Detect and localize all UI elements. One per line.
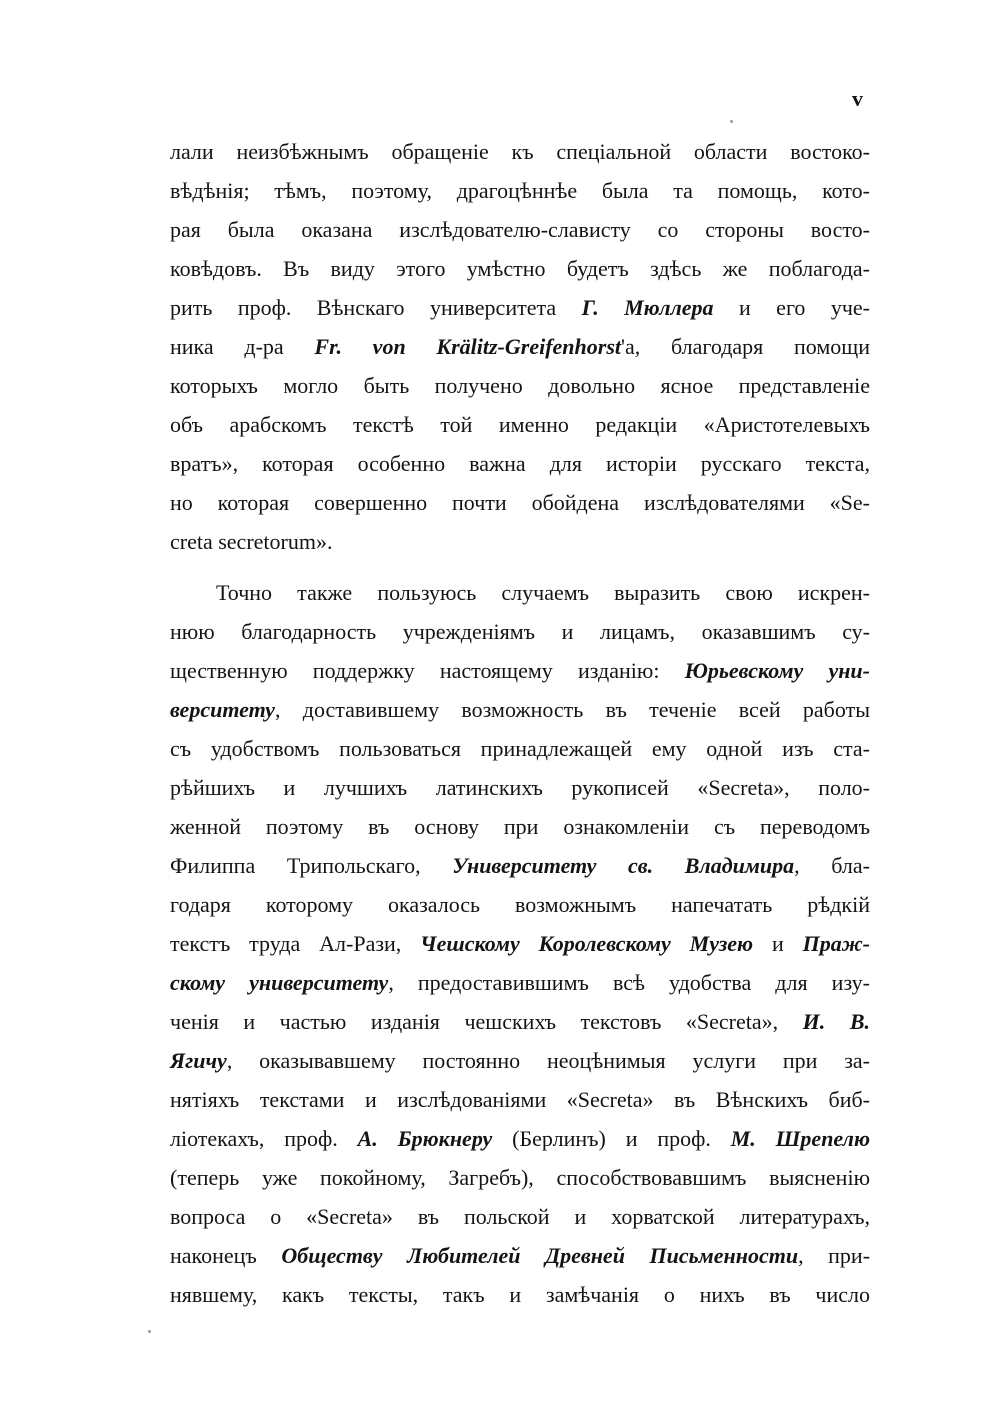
text-line	[170, 249, 870, 288]
text-run: 'а, благодаря помощи	[621, 334, 870, 359]
text-run: рить проф. Вѣнскаго университета	[170, 295, 582, 320]
text-run: , бла-	[794, 853, 870, 878]
text-line	[170, 405, 870, 444]
paragraph-gap	[170, 561, 870, 573]
text-line	[170, 924, 870, 963]
text-line	[170, 210, 870, 249]
italic-name: Университету св. Владимира	[452, 853, 795, 878]
text-line	[170, 651, 870, 690]
page-number: v	[852, 86, 863, 111]
scan-speck	[730, 120, 733, 123]
text-run: creta secretorum».	[170, 529, 333, 554]
text-line	[170, 1041, 870, 1080]
text-line	[170, 807, 870, 846]
text-run: съ удобствомъ пользоваться принадлежащей ему одной изъ ста-	[170, 736, 870, 761]
text-run: (Берлинъ) и проф.	[492, 1126, 731, 1151]
text-line	[170, 444, 870, 483]
text-line	[170, 366, 870, 405]
italic-name: Праж-	[802, 931, 870, 956]
text-run: которыхъ могло быть получено довольно ясное представленіе	[170, 373, 870, 398]
text-run: нюю благодарность учрежденіямъ и лицамъ, оказавшимъ су-	[170, 619, 870, 644]
text-line	[170, 327, 870, 366]
text-run: ника д-ра	[170, 334, 315, 359]
italic-name: Fr. von Krälitz-Greifenhorst	[314, 334, 621, 359]
italic-name: Юрьевскому уни-	[684, 658, 870, 683]
text-run: но которая совершенно почти обойдена изслѣдователями «Se-	[170, 490, 870, 515]
text-run: текстъ труда Ал-Рази,	[170, 931, 421, 956]
text-line	[170, 1197, 870, 1236]
text-run: и его уче-	[713, 295, 870, 320]
italic-name: Обществу Любителей Древней Письменности	[281, 1243, 799, 1268]
text-line	[170, 1275, 870, 1314]
italic-name: верситету	[170, 697, 275, 722]
text-line	[170, 1002, 870, 1041]
text-run: , оказывавшему постоянно неоцѣнимыя услуги при за-	[226, 1048, 870, 1073]
text-run: лали неизбѣжнымъ обращеніе къ спеціальной области востоко-	[170, 139, 870, 164]
italic-name: Ягичу	[170, 1048, 227, 1073]
text-run: объ арабскомъ текстѣ той именно редакціи «Аристотелевыхъ	[170, 412, 870, 437]
italic-name: скому университету	[170, 970, 389, 995]
text-line	[170, 483, 870, 522]
text-run: вѣдѣнія; тѣмъ, поэтому, драгоцѣннѣе была та помощь, кото-	[170, 178, 870, 203]
text-line	[170, 885, 870, 924]
text-run: , при-	[798, 1243, 871, 1268]
text-run: ченія и частью изданія чешскихъ текстовъ «Secreta»,	[170, 1009, 803, 1034]
text-line	[170, 1080, 870, 1119]
text-run: щественную поддержку настоящему изданію:	[170, 658, 685, 683]
text-line	[170, 768, 870, 807]
text-line	[170, 288, 870, 327]
text-line	[170, 963, 870, 1002]
text-run: и	[753, 931, 803, 956]
text-run: (теперь уже покойному, Загребъ), способствовавшимъ выясненію	[170, 1165, 870, 1190]
text-line	[170, 1236, 870, 1275]
text-run: женной поэтому въ основу при ознакомленіи съ переводомъ	[170, 814, 870, 839]
text-line	[170, 612, 870, 651]
scan-speck	[148, 1330, 151, 1333]
text-line	[170, 846, 870, 885]
text-run: , предоставившимъ всѣ удобства для изу-	[388, 970, 870, 995]
text-line	[170, 690, 870, 729]
text-line	[170, 573, 870, 612]
text-run: Филиппа Трипольскаго,	[170, 853, 453, 878]
text-run: наконецъ	[170, 1243, 282, 1268]
text-line	[170, 171, 870, 210]
text-run: рѣйшихъ и лучшихъ латинскихъ рукописей «Secreta», поло-	[170, 775, 870, 800]
italic-name: М. Шрепелю	[730, 1126, 871, 1151]
body-text	[170, 132, 870, 1314]
text-line	[170, 1158, 870, 1197]
text-run: годаря которому оказалось возможнымъ напечатать рѣдкій	[170, 892, 870, 917]
italic-name: А. Брюкнеру	[357, 1126, 493, 1151]
text-run: нятіяхъ текстами и изслѣдованіями «Secreta» въ Вѣнскихъ биб-	[170, 1087, 870, 1112]
paragraph	[170, 132, 870, 561]
text-line	[170, 729, 870, 768]
italic-name: И. В.	[802, 1009, 870, 1034]
text-line	[170, 132, 870, 171]
paragraph	[170, 573, 870, 1314]
text-run: , доставившему возможность въ теченіе всей работы	[274, 697, 870, 722]
text-line	[170, 522, 870, 561]
text-run: ліотекахъ, проф.	[170, 1126, 358, 1151]
text-run: ковѣдовъ. Въ виду этого умѣстно будетъ здѣсь же поблагода-	[170, 256, 870, 281]
text-run: вопроса о «Secreta» въ польской и хорватской литературахъ,	[170, 1204, 870, 1229]
text-run: нявшему, какъ тексты, такъ и замѣчанія о нихъ въ число	[170, 1282, 870, 1307]
text-run: Точно также пользуюсь случаемъ выразить свою искрен-	[216, 580, 870, 605]
italic-name: Г. Мюллера	[581, 295, 714, 320]
text-line	[170, 1119, 870, 1158]
italic-name: Чешскому Королевскому Музею	[420, 931, 754, 956]
text-run: рая была оказана изслѣдователю-слависту со стороны восто-	[170, 217, 870, 242]
text-run: вратъ», которая особенно важна для исторіи русскаго текста,	[170, 451, 870, 476]
